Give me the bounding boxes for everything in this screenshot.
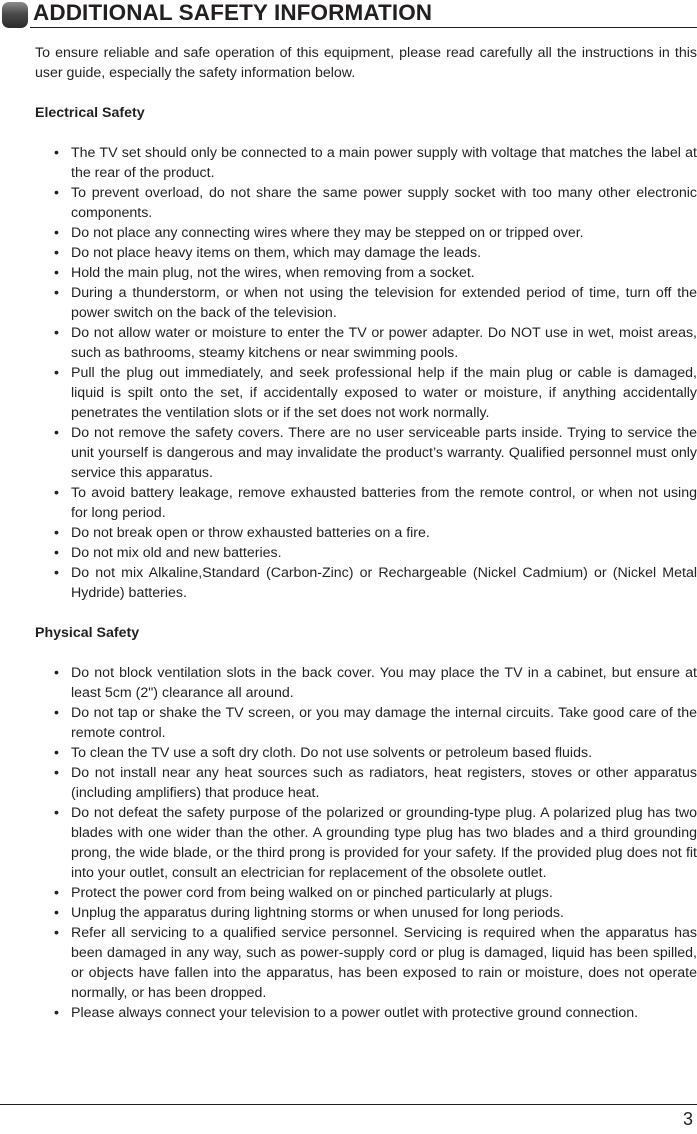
list-item: • To prevent overload, do not share the same power supply socket with too many other electronic components.	[35, 183, 697, 223]
physical-safety-list	[35, 663, 697, 1023]
list-item: • To clean the TV use a soft dry cloth. Do not use solvents or petroleum based fluids.	[35, 743, 697, 763]
physical-safety-heading: Physical Safety	[35, 625, 140, 641]
electrical-safety-list	[35, 143, 697, 603]
list-item: • Do not defeat the safety purpose of the polarized or grounding-type plug. A polarized plug has two blades with one wider than the other. A grounding type plug has two blades and a third grounding prong, the wide blade, or the third prong is provided for your safety. If the provided plug does not fit into your outlet, consult an electrician for replacement of the obsolete outlet.	[35, 803, 697, 883]
list-item: • Do not tap or shake the TV screen, or you may damage the internal circuits. Take good care of the remote control.	[35, 703, 697, 743]
list-item: • Please always connect your television to a power outlet with protective ground connection.	[35, 1003, 697, 1023]
list-item: • Do not place heavy items on them, which may damage the leads.	[35, 243, 697, 263]
list-item: • Do not remove the safety covers. There are no user serviceable parts inside. Trying to service the unit yourself is dangerous and may invalidate the product’s warranty. Qualified personnel must only service this apparatus.	[35, 423, 697, 483]
footer-rule	[0, 1104, 697, 1105]
title-underline	[30, 27, 697, 28]
document-body	[35, 43, 697, 1023]
list-item: • Pull the plug out immediately, and seek professional help if the main plug or cable is damaged, liquid is spilt onto the set, if accidentally exposed to water or moisture, if anything accidentally penetrates the ventilation slots or if the set does not work normally.	[35, 363, 697, 423]
list-item: • Do not allow water or moisture to enter the TV or power adapter. Do NOT use in wet, moist areas, such as bathrooms, steamy kitchens or near swimming pools.	[35, 323, 697, 363]
list-item: • Do not break open or throw exhausted batteries on a fire.	[35, 523, 697, 543]
list-item: • Hold the main plug, not the wires, when removing from a socket.	[35, 263, 697, 283]
page-title: ADDITIONAL SAFETY INFORMATION	[33, 0, 433, 25]
list-item: • During a thunderstorm, or when not using the television for extended period of time, turn off the power switch on the back of the television.	[35, 283, 697, 323]
list-item: • Refer all servicing to a qualified service personnel. Servicing is required when the apparatus has been damaged in any way, such as power-supply cord or plug is damaged, liquid has been spilled, or objects have fallen into the apparatus, has been exposed to rain or moisture, does not operate normally, or has been dropped.	[35, 923, 697, 1003]
list-item: • Unplug the apparatus during lightning storms or when unused for long periods.	[35, 903, 697, 923]
section-tab-icon	[2, 2, 28, 28]
list-item: • Do not place any connecting wires where they may be stepped on or tripped over.	[35, 223, 697, 243]
list-item: • The TV set should only be connected to a main power supply with voltage that matches the label at the rear of the product.	[35, 143, 697, 183]
electrical-safety-heading: Electrical Safety	[35, 105, 145, 121]
list-item: • Do not mix old and new batteries.	[35, 543, 697, 563]
list-item: • To avoid battery leakage, remove exhausted batteries from the remote control, or when not using for long period.	[35, 483, 697, 523]
list-item: • Protect the power cord from being walked on or pinched particularly at plugs.	[35, 883, 697, 903]
intro-paragraph: To ensure reliable and safe operation of this equipment, please read carefully all the instructions in this user guide, especially the safety information below.	[35, 45, 697, 81]
list-item: • Do not mix Alkaline,Standard (Carbon-Zinc) or Rechargeable (Nickel Cadmium) or (Nickel Metal Hydride) batteries.	[35, 563, 697, 603]
page-number: 3	[682, 1109, 693, 1129]
list-item: • Do not block ventilation slots in the back cover. You may place the TV in a cabinet, but ensure at least 5cm (2") clearance all around.	[35, 663, 697, 703]
page-header	[0, 0, 697, 30]
list-item: • Do not install near any heat sources such as radiators, heat registers, stoves or other apparatus (including amplifiers) that produce heat.	[35, 763, 697, 803]
